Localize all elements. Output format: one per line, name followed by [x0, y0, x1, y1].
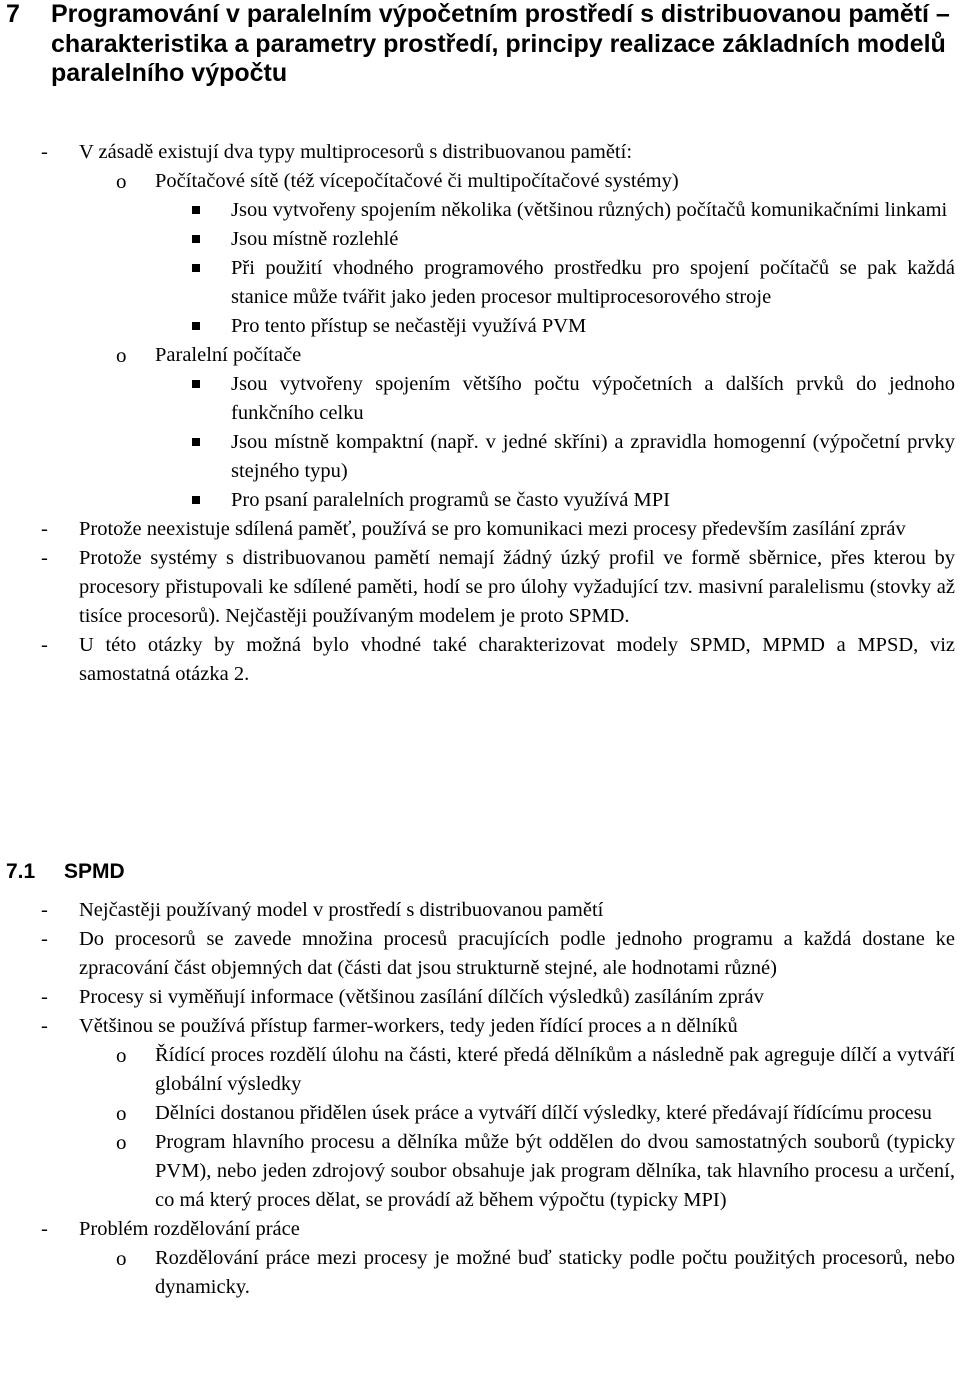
- list-item-text: Program hlavního procesu a dělníka může být oddělen do dvou samostatných souborů (typicky PVM), nebo jeden zdrojový soubor obsahuje jak program dělníka, tak hlavního procesu a určení, co má který proces dělat, se provádí až během výpočtu (typicky MPI): [155, 1131, 955, 1211]
- list-item-text: Pro psaní paralelních programů se často využívá MPI: [231, 489, 670, 511]
- circle-bullet-icon: o: [116, 169, 127, 193]
- list-item: [0, 1012, 960, 1041]
- list-item-text: Procesy si vyměňují informace (většinou zasílání dílčích výsledků) zasíláním zpráv: [79, 986, 764, 1008]
- dash-bullet-icon: -: [41, 899, 48, 921]
- list-item-text: Jsou místně rozlehlé: [231, 228, 399, 250]
- list-item: [0, 1099, 960, 1128]
- dash-bullet-icon: -: [41, 518, 48, 540]
- list-item-text: Většinou se používá přístup farmer-workers, tedy jeden řídící proces a n dělníků: [79, 1015, 738, 1037]
- dash-bullet-icon: -: [41, 1218, 48, 1240]
- list-item-text: U této otázky by možná bylo vhodné také charakterizovat modely SPMD, MPMD a MPSD, viz samostatná otázka 2.: [79, 634, 955, 685]
- list-item-text: Nejčastěji používaný model v prostředí s distribuovanou pamětí: [79, 899, 604, 921]
- list-item-text: Jsou místně kompaktní (např. v jedné skříni) a zpravidla homogenní (výpočetní prvky stejného typu): [231, 431, 955, 482]
- list-item: [0, 631, 960, 689]
- section-2-list: [0, 896, 960, 1302]
- section-title: SPMD: [64, 860, 125, 883]
- chapter-number: 7: [6, 0, 20, 28]
- list-item: [0, 370, 960, 428]
- chapter-title: Programování v paralelním výpočetním prostředí s distribuovanou pamětí – charakteristika a parametry prostředí, principy realizace základních modelů paralelního výpočtu: [51, 0, 950, 87]
- dash-bullet-icon: -: [41, 141, 48, 163]
- list-item-text: Protože systémy s distribuovanou pamětí nemají žádný úzký profil ve formě sběrnice, přes kterou by procesory přistupovali ke sdílené paměti, hodí se pro úlohy vyžadující tzv. masivní paralelismu (stovky až tisíce procesorů). Nejčastěji používaným modelem je proto SPMD.: [79, 547, 955, 627]
- dash-bullet-icon: -: [41, 986, 48, 1008]
- list-item-text: Do procesorů se zavede množina procesů pracujících podle jednoho programu a každá dostane ke zpracování část objemných dat (části dat jsou strukturně stejné, ale hodnotami různé): [79, 928, 955, 979]
- list-item-text: Problém rozdělování práce: [79, 1218, 300, 1240]
- list-item-text: Řídící proces rozdělí úlohu na části, které předá dělníkům a následně pak agreguje dílčí a vytváří globální výsledky: [155, 1044, 955, 1095]
- section-1-list: [0, 138, 960, 689]
- section-number: 7.1: [6, 860, 36, 883]
- list-item-text: Paralelní počítače: [155, 344, 302, 366]
- circle-bullet-icon: o: [116, 1246, 127, 1270]
- list-item-text: Pro tento přístup se nečastěji využívá PVM: [231, 315, 587, 337]
- list-item: [0, 254, 960, 312]
- circle-bullet-icon: o: [116, 1101, 127, 1125]
- chapter-heading: [6, 0, 956, 89]
- list-item-text: Rozdělování práce mezi procesy je možné buď staticky podle počtu použitých procesorů, nebo dynamicky.: [155, 1247, 955, 1298]
- list-item: [0, 1215, 960, 1244]
- square-bullet-icon: [192, 322, 200, 330]
- dash-bullet-icon: -: [41, 634, 48, 656]
- list-item: [0, 486, 960, 515]
- list-item: [0, 1128, 960, 1215]
- list-item-text: V zásadě existují dva typy multiprocesorů s distribuovanou pamětí:: [79, 141, 633, 163]
- dash-bullet-icon: -: [41, 547, 48, 569]
- list-item-text: Počítačové sítě (též vícepočítačové či multipočítačové systémy): [155, 170, 679, 192]
- list-item: [0, 925, 960, 983]
- list-item-text: Jsou vytvořeny spojením několika (většinou různých) počítačů komunikačními linkami: [231, 199, 948, 221]
- list-item: [0, 1244, 960, 1302]
- section-heading: [6, 857, 956, 887]
- circle-bullet-icon: o: [116, 343, 127, 367]
- square-bullet-icon: [192, 235, 200, 243]
- circle-bullet-icon: o: [116, 1130, 127, 1154]
- list-item-text: Jsou vytvořeny spojením většího počtu výpočetních a dalších prvků do jednoho funkčního celku: [231, 373, 955, 424]
- circle-bullet-icon: o: [116, 1043, 127, 1067]
- list-item: [0, 196, 960, 225]
- list-item: [0, 312, 960, 341]
- dash-bullet-icon: -: [41, 928, 48, 950]
- square-bullet-icon: [192, 380, 200, 388]
- square-bullet-icon: [192, 206, 200, 214]
- list-item: [0, 896, 960, 925]
- list-item-text: Protože neexistuje sdílená paměť, používá se pro komunikaci mezi procesy především zasílání zpráv: [79, 518, 906, 540]
- list-item-text: Při použití vhodného programového prostředku pro spojení počítačů se pak každá stanice může tvářit jako jeden procesor multiprocesorového stroje: [231, 257, 955, 308]
- list-item: [0, 138, 960, 167]
- square-bullet-icon: [192, 438, 200, 446]
- list-item: [0, 1041, 960, 1099]
- list-item: [0, 515, 960, 544]
- list-item-text: Dělníci dostanou přidělen úsek práce a vytváří dílčí výsledky, které předávají řídícímu procesu: [155, 1102, 932, 1124]
- dash-bullet-icon: -: [41, 1015, 48, 1037]
- list-item: [0, 983, 960, 1012]
- list-item: [0, 225, 960, 254]
- square-bullet-icon: [192, 264, 200, 272]
- list-item: [0, 544, 960, 631]
- list-item: [0, 341, 960, 370]
- square-bullet-icon: [192, 496, 200, 504]
- list-item: [0, 428, 960, 486]
- list-item: [0, 167, 960, 196]
